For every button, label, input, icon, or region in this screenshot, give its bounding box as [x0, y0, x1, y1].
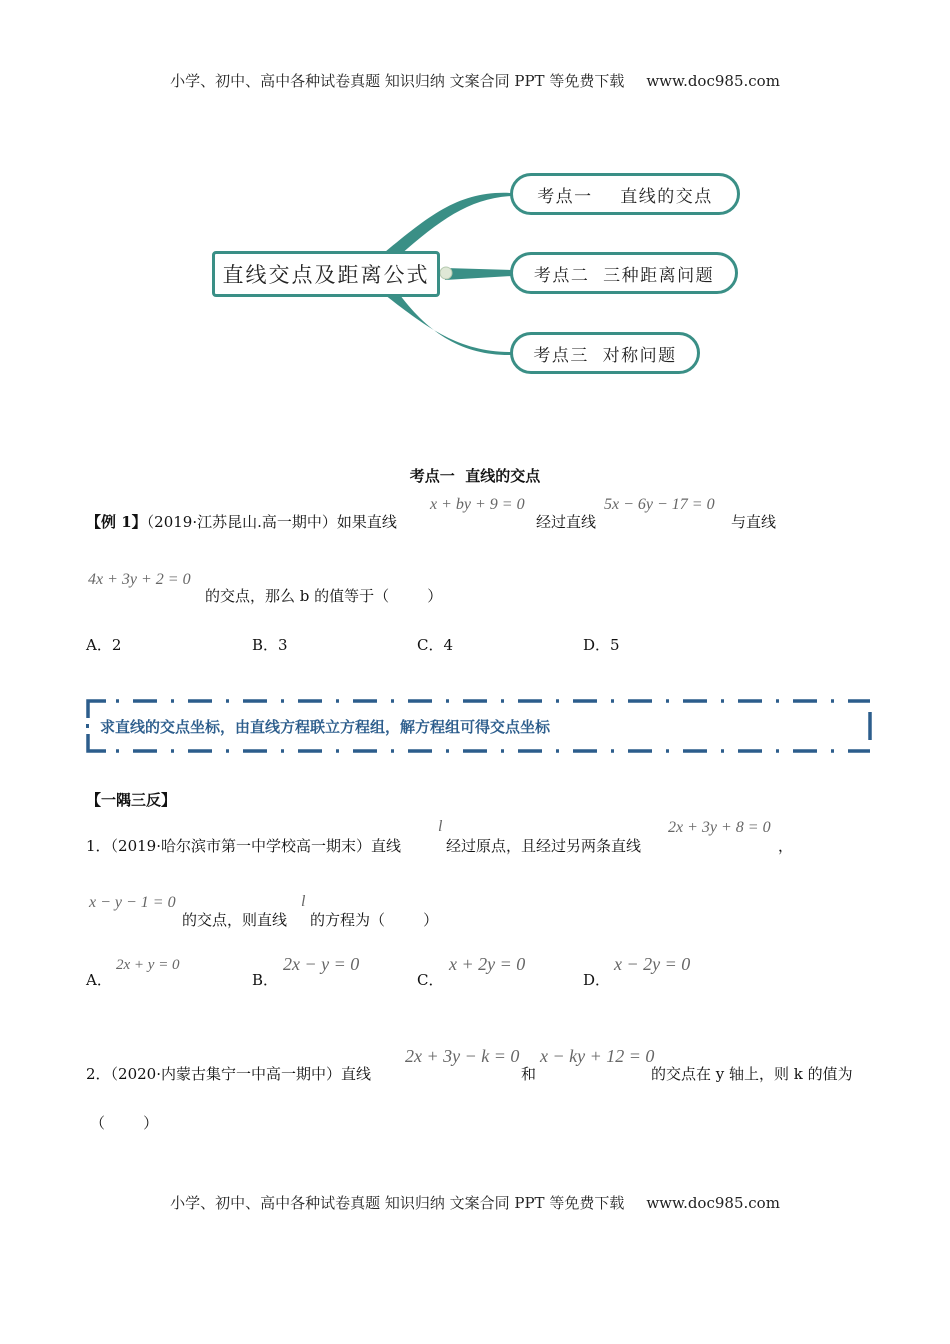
text: ，: [778, 837, 794, 855]
option-d-equation: x − 2y = 0: [614, 954, 691, 974]
option-a-label: A．: [86, 971, 112, 989]
text: 经过直线: [536, 513, 597, 531]
header-text: 小学、初中、高中各种试卷真题 知识归纳 文案合同 PPT 等免费下载: [170, 72, 625, 90]
variable-l: l: [438, 818, 443, 835]
option-a: A．2: [86, 636, 122, 654]
option-b: B．3: [252, 636, 288, 654]
mindmap-node-1: [510, 173, 740, 215]
text: 经过原点，且经过另两条直线: [446, 837, 642, 855]
example-label: 【例 1】: [86, 513, 147, 531]
option-c-equation: x + 2y = 0: [449, 954, 526, 974]
equation: x − ky + 12 = 0: [540, 1046, 655, 1066]
answer-paren: （ ）: [90, 1114, 159, 1132]
text: 和: [521, 1065, 537, 1083]
option-c-label: C．: [417, 971, 444, 989]
text: 与直线: [731, 513, 777, 531]
example-source: （2019·江苏昆山.高一期中）如果直线: [146, 513, 397, 531]
equation: 2x + 3y + 8 = 0: [668, 819, 771, 836]
mindmap-root-node: [212, 251, 440, 297]
mindmap-node-2: [510, 252, 738, 294]
footer-text: 小学、初中、高中各种试卷真题 知识归纳 文案合同 PPT 等免费下载: [170, 1194, 625, 1212]
equation: 5x − 6y − 17 = 0: [604, 496, 715, 513]
equation: x + by + 9 = 0: [430, 496, 525, 513]
variable-l: l: [301, 893, 306, 910]
q1-prefix: 1．（2019·哈尔滨市第一中学校高一期末）直线: [86, 837, 401, 855]
text: 的交点，则直线: [182, 911, 288, 929]
mindmap-node-label: 考点一 直线的交点: [537, 186, 713, 207]
example1-line1: [86, 511, 397, 532]
equation: 2x + 3y − k = 0: [405, 1046, 520, 1066]
equation: 4x + 3y + 2 = 0: [88, 571, 191, 588]
section-title: 考点一 直线的交点: [409, 467, 541, 485]
option-c: C．4: [417, 636, 454, 654]
practice-title: 【一隅三反】: [86, 791, 177, 809]
option-a-equation: 2x + y = 0: [116, 957, 180, 973]
mindmap-node-label: 考点二 三种距离问题: [533, 265, 715, 286]
mindmap-node-3: [510, 332, 700, 374]
mindmap-connectors: [0, 0, 950, 420]
question-tail: 的交点在 y 轴上，则 k 的值为: [651, 1065, 853, 1083]
option-b-label: B．: [252, 971, 279, 989]
tip-text: 求直线的交点坐标，由直线方程联立方程组，解方程组可得交点坐标: [100, 718, 551, 736]
mindmap-node-label: 考点三 对称问题: [533, 345, 677, 366]
question-tail: 的方程为（ ）: [310, 911, 439, 929]
equation: x − y − 1 = 0: [89, 894, 176, 911]
option-d: D．5: [583, 636, 620, 654]
option-b-equation: 2x − y = 0: [283, 954, 360, 974]
footer-url[interactable]: www.doc985.com: [646, 1194, 780, 1212]
option-d-label: D．: [583, 971, 611, 989]
question-tail: 的交点，那么 b 的值等于（ ）: [205, 587, 443, 605]
page-footer: [0, 1192, 950, 1213]
q2-prefix: 2．（2020·内蒙古集宁一中高一期中）直线: [86, 1065, 371, 1083]
header-url[interactable]: www.doc985.com: [646, 72, 780, 90]
mindmap-root-label: 直线交点及距离公式: [222, 263, 430, 287]
